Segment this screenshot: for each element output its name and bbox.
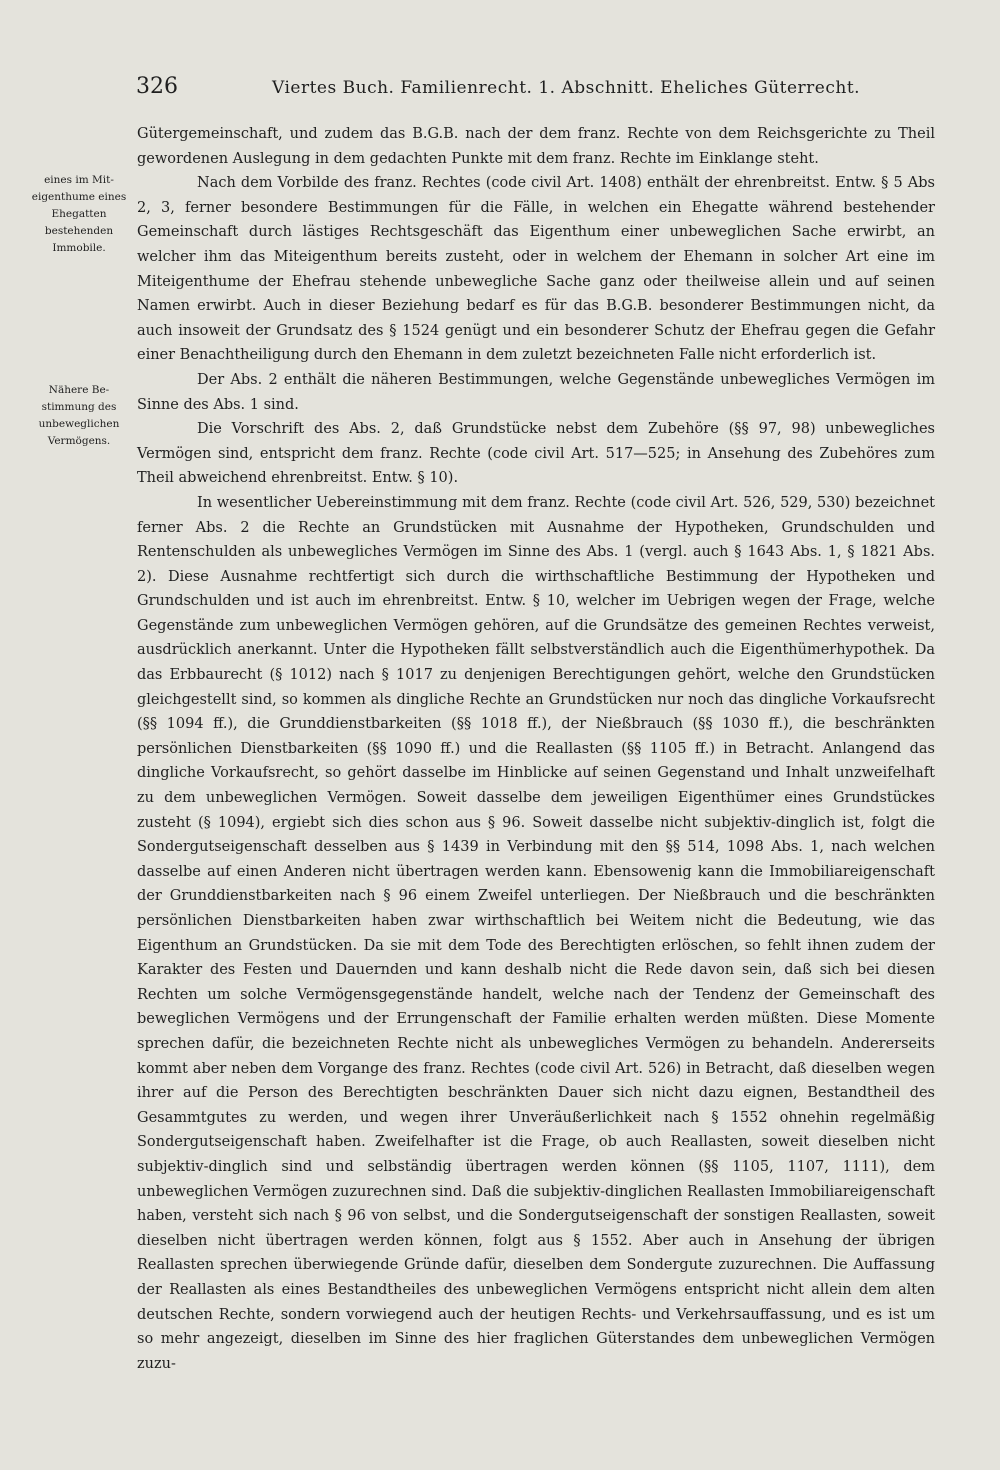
page-number: 326	[136, 74, 178, 99]
body-text	[137, 122, 935, 1376]
margin-note-line: eigenthume eines	[31, 191, 127, 203]
paragraph: Gütergemeinschaft, und zudem das B.G.B. nach der dem franz. Rechte von dem Reichsgerichte zu Theil gewordenen Auslegung in dem gedachten Punkte mit dem franz. Rechte im Einklange steht.	[137, 126, 935, 167]
paragraph: Nach dem Vorbilde des franz. Rechtes (code civil Art. 1408) enthält der ehrenbreitst. Entw. § 5 Abs 2, 3, ferner besondere Bestimmungen für die Fälle, in welchen ein Ehegatte während bestehender Gemeinschaft durch lästiges Rechtsgeschäft das Eigenthum einer unbeweglichen Sache erwirbt, an welcher ihm das Miteigenthum bereits zusteht, oder in welchem der Ehemann in solcher Art eine im Miteigenthume der Ehefrau stehende unbewegliche Sache ganz oder theilweise allein und auf seinen Namen erwirbt. Auch in dieser Beziehung bedarf es für das B.G.B. besonderer Bestimmungen nicht, da auch insoweit der Grundsatz des § 1524 genügt und ein besonderer Schutz der Ehefrau gegen die Gefahr einer Benachtheiligung durch den Ehemann in dem zuletzt bezeichneten Falle nicht erforderlich ist.	[137, 175, 935, 364]
margin-note-coownership	[20, 172, 138, 257]
margin-note-line: eines im Mit-	[44, 174, 114, 186]
paragraph: In wesentlicher Uebereinstimmung mit dem franz. Rechte (code civil Art. 526, 529, 530) bezeichnet ferner Abs. 2 die Rechte an Grundstücken mit Ausnahme der Hypotheken, Grundschulden und Rentenschulden als unbewegliches Vermögen im Sinne des Abs. 1 (vergl. auch § 1643 Abs. 1, § 1821 Abs. 2). Diese Ausnahme rechtfertigt sich durch die wirthschaftliche Bestimmung der Hypotheken und Grundschulden und ist auch im ehrenbreitst. Entw. § 10, welcher im Uebrigen wegen der Frage, welche Gegenstände zum unbeweglichen Vermögen gehören, auf die Grundsätze des gemeinen Rechtes verweist, ausdrücklich anerkannt. Unter die Hypotheken fällt selbstverständlich auch die Eigenthümerhypothek. Da das Erbbaurecht (§ 1012) nach § 1017 zu denjenigen Berechtigungen gehört, welche den Grundstücken gleichgestellt sind, so kommen als dingliche Rechte an Grundstücken nur noch das dingliche Vorkaufsrecht (§§ 1094 ff.), die Grunddienstbarkeiten (§§ 1018 ff.), der Nießbrauch (§§ 1030 ff.), die beschränkten persönlichen Dienstbarkeiten (§§ 1090 ff.) und die Reallasten (§§ 1105 ff.) in Betracht. Anlangend das dingliche Vorkaufsrecht, so gehört dasselbe im Hinblicke auf seinen Gegenstand und Inhalt unzweifelhaft zu dem unbeweglichen Vermögen. Soweit dasselbe dem jeweiligen Eigenthümer eines Grundstückes zusteht (§ 1094), ergiebt sich dies schon aus § 96. Soweit dasselbe nicht subjektiv-dinglich ist, folgt die Sondergutseigenschaft desselben aus § 1439 in Verbindung mit den §§ 514, 1098 Abs. 1, nach welchen dasselbe auf einen Anderen nicht übertragen werden kann. Ebensowenig kann die Immobiliareigenschaft der Grunddienstbarkeiten nach § 96 einem Zweifel unterliegen. Der Nießbrauch und die beschränkten persönlichen Dienstbarkeiten haben zwar wirthschaftlich bei Weitem nicht die Bedeutung, wie das Eigenthum an Grundstücken. Da sie mit dem Tode des Berechtigten erlöschen, so fehlt ihnen zudem der Karakter des Festen und Dauernden und kann deshalb nicht die Rede davon sein, daß sich bei diesen Rechten um solche Vermögensgegenstände handelt, welche nach der Tendenz der Gemeinschaft des beweglichen Vermögens und der Errungenschaft der Familie erhalten werden müßten. Diese Momente sprechen dafür, die bezeichneten Rechte nicht als unbewegliches Vermögen zu behandeln. Andererseits kommt aber neben dem Vorgange des franz. Rechtes (code civil Art. 526) in Betracht, daß dieselben wegen ihrer auf die Person des Berechtigten beschränkten Dauer sich nicht dazu eignen, Bestandtheil des Gesammtgutes zu werden, und wegen ihrer Unveräußerlichkeit nach § 1552 ohnehin regelmäßig Sondergutseigenschaft haben. Zweifelhafter ist die Frage, ob auch Reallasten, soweit dieselben nicht subjektiv-dinglich sind und selbständig übertragen werden können (§§ 1105, 1107, 1111), dem unbeweglichen Vermögen zuzurechnen sind. Daß die subjektiv-dinglichen Reallasten Immobiliareigenschaft haben, versteht sich nach § 96 von selbst, und die Sondergutseigenschaft der sonstigen Reallasten, soweit dieselben nicht übertragen werden können, folgt aus § 1552. Aber auch in Ansehung der übrigen Reallasten sprechen überwiegende Gründe dafür, dieselben dem Sondergute zuzurechnen. Die Auffassung der Reallasten als eines Bestandtheiles des unbeweglichen Vermögens entspricht nicht allein dem alten deutschen Rechte, sondern vorwiegend auch der heutigen Rechts- und Verkehrsauffassung, und es ist um so mehr angezeigt, dieselben im Sinne des hier fraglichen Güterstandes dem unbeweglichen Vermögen zuzu-	[137, 494, 935, 1372]
margin-note-line: unbeweglichen	[38, 418, 120, 430]
margin-note-line: Nähere Be-	[48, 384, 110, 396]
paragraph: Der Abs. 2 enthält die näheren Bestimmungen, welche Gegenstände unbewegliches Vermögen im Sinne des Abs. 1 sind.	[137, 371, 935, 413]
margin-note-line: Vermögens.	[47, 435, 111, 447]
paragraph: Die Vorschrift des Abs. 2, daß Grundstücke nebst dem Zubehöre (§§ 97, 98) unbewegliches Vermögen sind, entspricht dem franz. Rechte (code civil Art. 517—525; in Ansehung des Zubehöres zum Theil abweichend ehrenbreitst. Entw. § 10).	[137, 421, 935, 487]
running-head: Viertes Buch. Familienrecht. 1. Abschnitt. Eheliches Güterrecht.	[272, 78, 861, 98]
margin-note-line: bestehenden	[44, 225, 114, 237]
margin-note-immovable-property	[20, 382, 138, 450]
margin-note-line: Immobile.	[52, 242, 106, 254]
margin-note-line: Ehegatten	[51, 208, 107, 220]
margin-note-line: stimmung des	[41, 401, 117, 413]
page-header	[136, 72, 936, 102]
